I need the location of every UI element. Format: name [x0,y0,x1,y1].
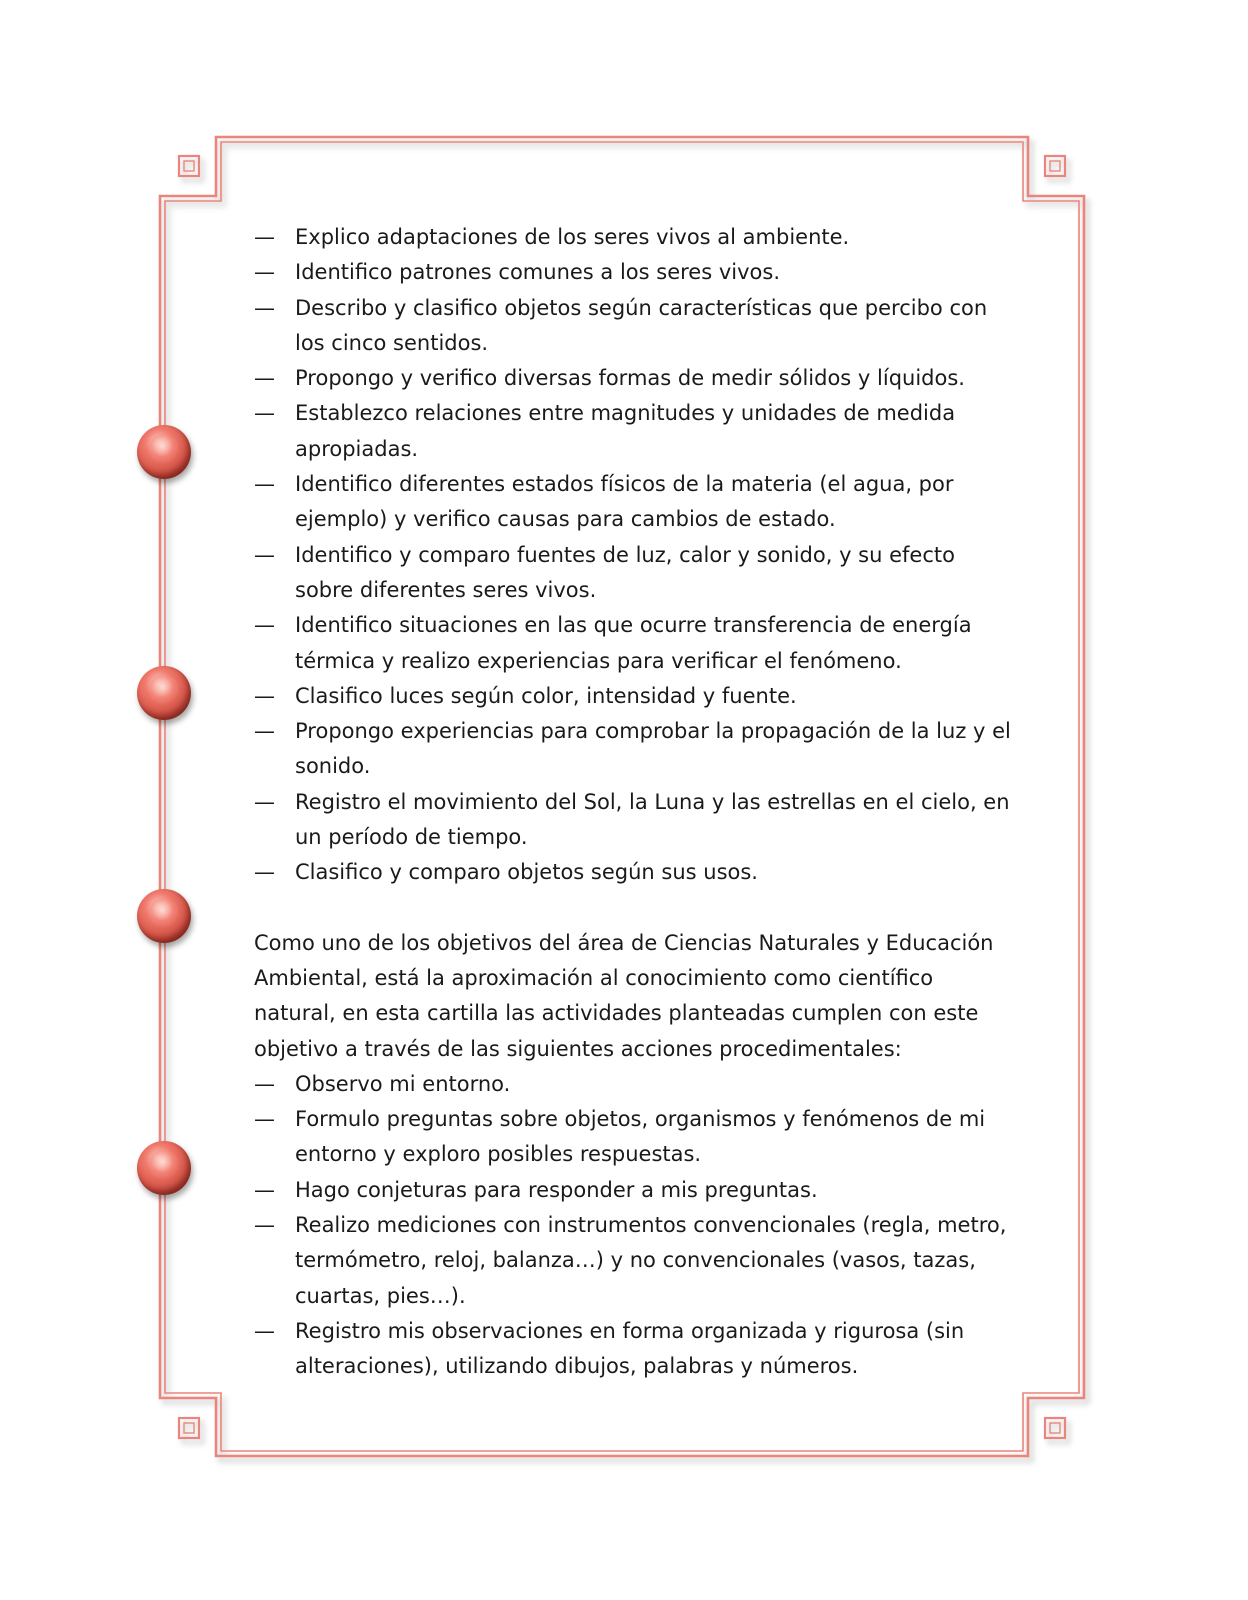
list-item: — Identifico y comparo fuentes de luz, calor y sonido, y su efecto sobre diferentes seres vivos. [254,538,1014,609]
dash-marker: — [254,225,275,249]
dash-marker: — [254,542,275,567]
dash-marker: — [254,401,275,426]
dash-marker: — [254,613,275,638]
dash-marker: — [254,1318,275,1343]
list-item: — Establezco relaciones entre magnitudes y unidades de medida apropiadas. [254,396,1014,467]
list-item: — Describo y clasifico objetos según características que percibo con los cinco sentidos. [254,291,1014,362]
list-item: — Formulo preguntas sobre objetos, organismos y fenómenos de mi entorno y exploro posibles respuestas. [254,1102,1014,1173]
dash-marker: — [254,295,275,320]
objectives-paragraph: Como uno de los objetivos del área de Ciencias Naturales y Educación Ambiental, está la aproximación al conocimiento como científico natural, en esta cartilla las actividades planteadas cumplen con este objetivo a través de las siguientes acciones procedimentales: [254,930,994,1061]
dash-marker: — [254,719,275,744]
list-item: — Propongo y verifico diversas formas de medir sólidos y líquidos. [254,361,1014,396]
dash-marker: — [254,472,275,497]
dash-marker: — [254,1107,275,1132]
dash-marker: — [254,683,275,708]
list-item: — Identifico situaciones en las que ocurre transferencia de energía térmica y realizo experiencias para verificar el fenómeno. [254,608,1014,679]
decorative-bead [137,425,191,479]
dash-marker: — [254,1071,275,1096]
procedural-actions-list [254,1067,1014,1385]
list-item: — Clasifico y comparo objetos según sus usos. [254,855,1014,890]
dash-marker: — [254,860,275,885]
list-item: — Hago conjeturas para responder a mis preguntas. [254,1173,1014,1208]
list-item: — Propongo experiencias para comprobar la propagación de la luz y el sonido. [254,714,1014,785]
competencies-list [254,220,1014,891]
list-item: — Realizo mediciones con instrumentos convencionales (regla, metro, termómetro, reloj, balanza…) y no convencionales (vasos, tazas, cuartas, pies…). [254,1208,1014,1314]
list-item: — Observo mi entorno. [254,1067,1014,1102]
dash-marker: — [254,260,275,285]
dash-marker: — [254,789,275,814]
spacer [254,891,1014,926]
dash-marker: — [254,366,275,391]
list-item: — Registro mis observaciones en forma organizada y rigurosa (sin alteraciones), utilizando dibujos, palabras y números. [254,1314,1014,1385]
list-item: — Explico adaptaciones de los seres vivos al ambiente. [254,220,1014,255]
list-item: — Identifico patrones comunes a los seres vivos. [254,255,1014,290]
decorative-bead [137,1141,191,1195]
dash-marker: — [254,1177,275,1202]
list-item: — Identifico diferentes estados físicos de la materia (el agua, por ejemplo) y verifico causas para cambios de estado. [254,467,1014,538]
decorative-bead [137,666,191,720]
page-content [254,220,1014,1385]
decorative-bead [137,889,191,943]
dash-marker: — [254,1213,275,1238]
list-item: — Registro el movimiento del Sol, la Luna y las estrellas en el cielo, en un período de tiempo. [254,785,1014,856]
list-item: — Clasifico luces según color, intensidad y fuente. [254,679,1014,714]
